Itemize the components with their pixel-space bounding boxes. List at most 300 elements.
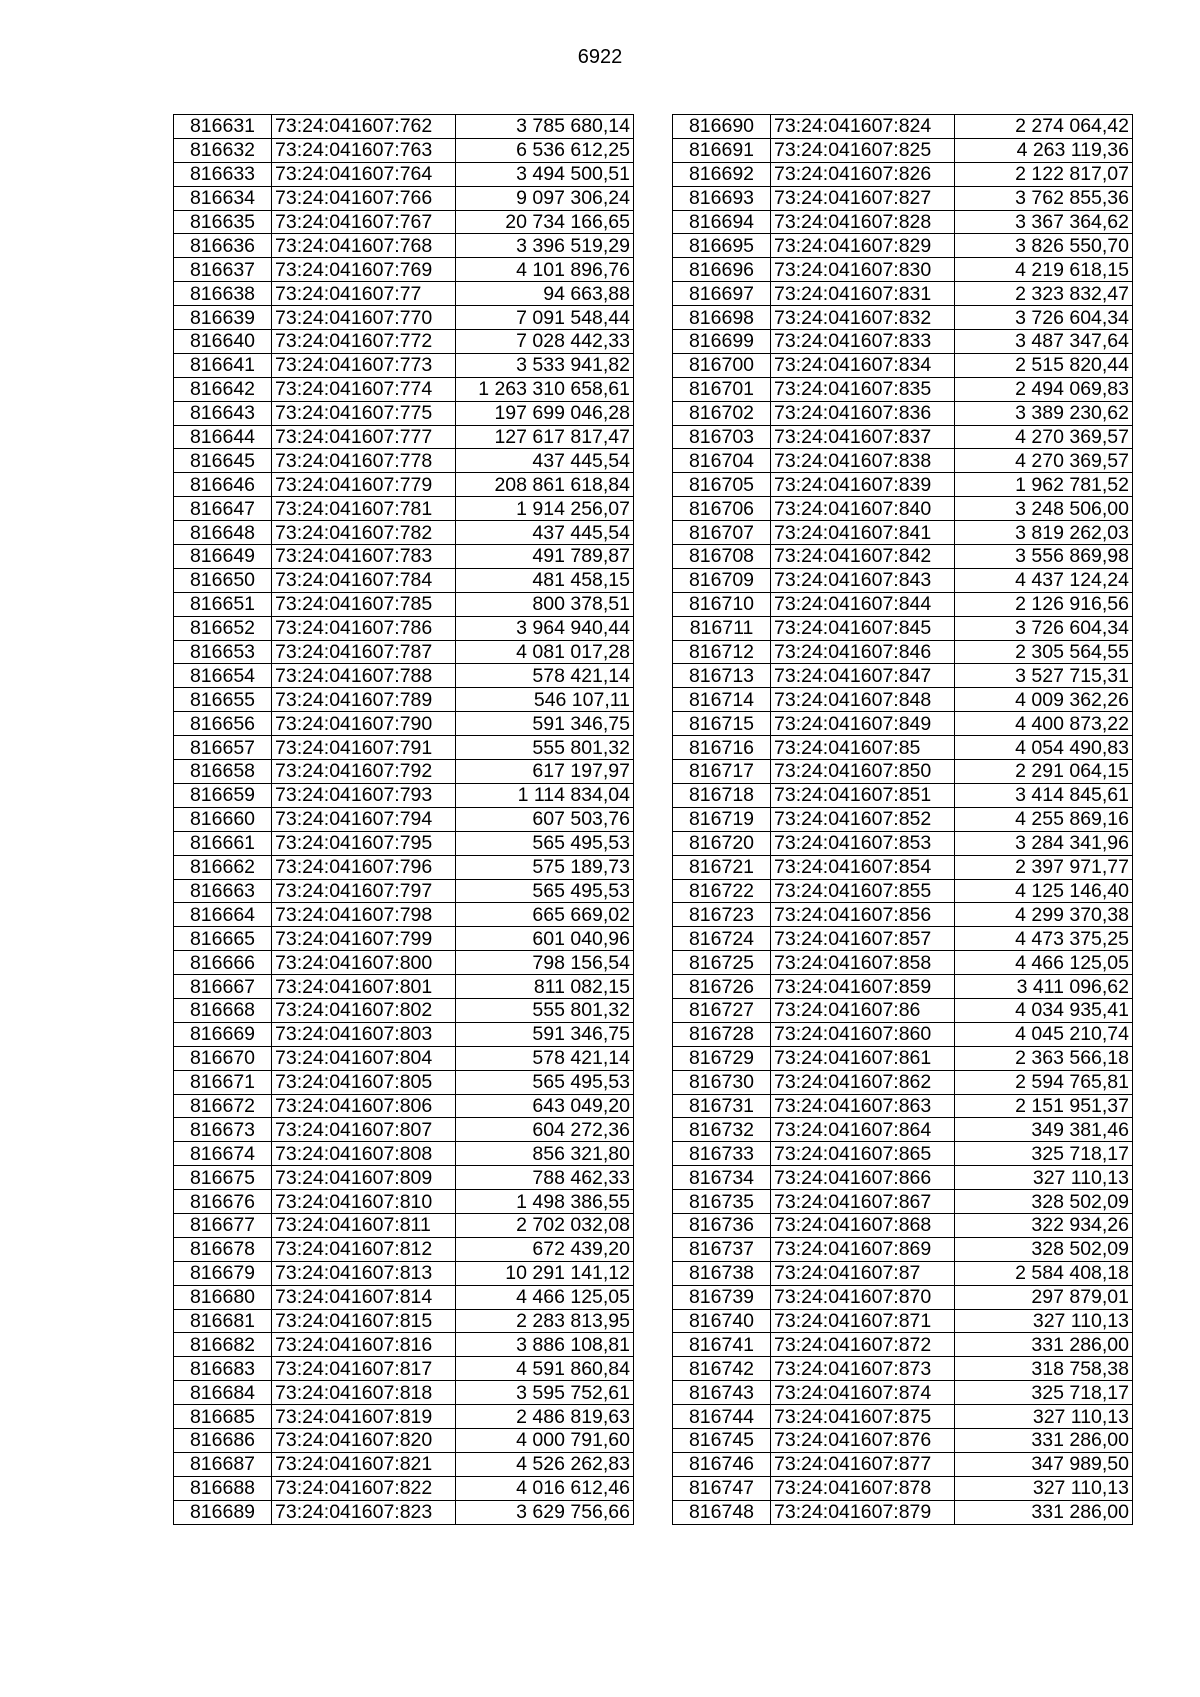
cadastral-number-cell: 73:24:041607:866 (771, 1166, 955, 1190)
cadastral-number-cell: 73:24:041607:774 (272, 377, 456, 401)
cadastral-value-cell: 3 389 230,62 (955, 401, 1133, 425)
cadastral-number-cell: 73:24:041607:794 (272, 807, 456, 831)
cadastral-value-cell: 4 054 490,83 (955, 736, 1133, 760)
cadastral-value-cell: 20 734 166,65 (456, 210, 634, 234)
cadastral-value-cell: 2 363 566,18 (955, 1046, 1133, 1070)
record-number-cell: 816694 (673, 210, 771, 234)
record-number-cell: 816686 (174, 1428, 272, 1452)
record-number-cell: 816699 (673, 330, 771, 354)
cadastral-number-cell: 73:24:041607:764 (272, 162, 456, 186)
record-number-cell: 816667 (174, 975, 272, 999)
record-number-cell: 816649 (174, 545, 272, 569)
cadastral-number-cell: 73:24:041607:790 (272, 712, 456, 736)
cadastral-number-cell: 73:24:041607:815 (272, 1309, 456, 1333)
table-row (174, 1452, 634, 1476)
record-number-cell: 816698 (673, 306, 771, 330)
table-row (174, 162, 634, 186)
table-row (673, 568, 1133, 592)
table-row (174, 1500, 634, 1524)
table-row (673, 186, 1133, 210)
cadastral-value-cell: 4 473 375,25 (955, 927, 1133, 951)
cadastral-value-cell: 4 255 869,16 (955, 807, 1133, 831)
cadastral-value-cell: 2 486 819,63 (456, 1405, 634, 1429)
record-number-cell: 816731 (673, 1094, 771, 1118)
table-row (673, 1357, 1133, 1381)
cadastral-number-cell: 73:24:041607:782 (272, 521, 456, 545)
cadastral-value-cell: 565 495,53 (456, 1070, 634, 1094)
table-row (673, 927, 1133, 951)
cadastral-value-cell: 3 248 506,00 (955, 497, 1133, 521)
cadastral-number-cell: 73:24:041607:848 (771, 688, 955, 712)
cadastral-value-cell: 3 487 347,64 (955, 330, 1133, 354)
cadastral-value-cell: 2 305 564,55 (955, 640, 1133, 664)
cadastral-number-cell: 73:24:041607:773 (272, 353, 456, 377)
table-row (673, 1070, 1133, 1094)
cadastral-value-cell: 322 934,26 (955, 1213, 1133, 1237)
cadastral-number-cell: 73:24:041607:807 (272, 1118, 456, 1142)
table-row (673, 1309, 1133, 1333)
record-number-cell: 816679 (174, 1261, 272, 1285)
cadastral-value-cell: 7 028 442,33 (456, 330, 634, 354)
cadastral-number-cell: 73:24:041607:823 (272, 1500, 456, 1524)
cadastral-number-cell: 73:24:041607:772 (272, 330, 456, 354)
record-number-cell: 816655 (174, 688, 272, 712)
table-row (673, 879, 1133, 903)
cadastral-value-cell: 565 495,53 (456, 879, 634, 903)
table-row (174, 1046, 634, 1070)
table-row (174, 640, 634, 664)
cadastral-value-cell: 3 726 604,34 (955, 306, 1133, 330)
cadastral-number-cell: 73:24:041607:768 (272, 234, 456, 258)
cadastral-value-cell: 4 526 262,83 (456, 1452, 634, 1476)
cadastral-value-cell: 331 286,00 (955, 1428, 1133, 1452)
cadastral-value-cell: 4 591 860,84 (456, 1357, 634, 1381)
record-number-cell: 816710 (673, 592, 771, 616)
record-number-cell: 816644 (174, 425, 272, 449)
cadastral-value-cell: 2 151 951,37 (955, 1094, 1133, 1118)
cadastral-value-cell: 4 466 125,05 (456, 1285, 634, 1309)
record-number-cell: 816672 (174, 1094, 272, 1118)
cadastral-number-cell: 73:24:041607:783 (272, 545, 456, 569)
cadastral-number-cell: 73:24:041607:860 (771, 1022, 955, 1046)
cadastral-number-cell: 73:24:041607:816 (272, 1333, 456, 1357)
record-number-cell: 816668 (174, 998, 272, 1022)
table-row (174, 616, 634, 640)
table-row (673, 1405, 1133, 1429)
table-row (174, 592, 634, 616)
table-row (673, 377, 1133, 401)
cadastral-number-cell: 73:24:041607:787 (272, 640, 456, 664)
record-number-cell: 816683 (174, 1357, 272, 1381)
cadastral-number-cell: 73:24:041607:828 (771, 210, 955, 234)
cadastral-value-cell: 2 494 069,83 (955, 377, 1133, 401)
table-row (673, 353, 1133, 377)
record-number-cell: 816650 (174, 568, 272, 592)
cadastral-number-cell: 73:24:041607:786 (272, 616, 456, 640)
table-row (673, 998, 1133, 1022)
cadastral-value-cell: 327 110,13 (955, 1309, 1133, 1333)
record-number-cell: 816711 (673, 616, 771, 640)
cadastral-value-cell: 3 396 519,29 (456, 234, 634, 258)
table-row (174, 377, 634, 401)
cadastral-number-cell: 73:24:041607:785 (272, 592, 456, 616)
cadastral-number-cell: 73:24:041607:850 (771, 760, 955, 784)
record-number-cell: 816676 (174, 1190, 272, 1214)
table-row (174, 210, 634, 234)
cadastral-value-cell: 3 411 096,62 (955, 975, 1133, 999)
record-number-cell: 816680 (174, 1285, 272, 1309)
table-row (174, 330, 634, 354)
cadastral-number-cell: 73:24:041607:854 (771, 855, 955, 879)
cadastral-value-cell: 811 082,15 (456, 975, 634, 999)
cadastral-number-cell: 73:24:041607:875 (771, 1405, 955, 1429)
record-number-cell: 816631 (174, 115, 272, 139)
table-row (174, 1261, 634, 1285)
cadastral-value-cell: 3 367 364,62 (955, 210, 1133, 234)
cadastral-value-cell: 3 964 940,44 (456, 616, 634, 640)
cadastral-number-cell: 73:24:041607:778 (272, 449, 456, 473)
record-number-cell: 816728 (673, 1022, 771, 1046)
cadastral-number-cell: 73:24:041607:838 (771, 449, 955, 473)
table-row (673, 210, 1133, 234)
record-number-cell: 816738 (673, 1261, 771, 1285)
cadastral-value-cell: 591 346,75 (456, 1022, 634, 1046)
record-number-cell: 816745 (673, 1428, 771, 1452)
cadastral-number-cell: 73:24:041607:799 (272, 927, 456, 951)
table-row (673, 712, 1133, 736)
record-number-cell: 816690 (673, 115, 771, 139)
cadastral-number-cell: 73:24:041607:784 (272, 568, 456, 592)
record-number-cell: 816718 (673, 783, 771, 807)
table-row (673, 234, 1133, 258)
table-row (174, 975, 634, 999)
record-number-cell: 816742 (673, 1357, 771, 1381)
cadastral-value-cell: 2 122 817,07 (955, 162, 1133, 186)
table-row (673, 306, 1133, 330)
record-number-cell: 816674 (174, 1142, 272, 1166)
cadastral-value-cell: 208 861 618,84 (456, 473, 634, 497)
cadastral-value-cell: 3 726 604,34 (955, 616, 1133, 640)
table-row (174, 1142, 634, 1166)
cadastral-value-cell: 3 762 855,36 (955, 186, 1133, 210)
cadastral-number-cell: 73:24:041607:833 (771, 330, 955, 354)
cadastral-value-cell: 578 421,14 (456, 1046, 634, 1070)
table-row (174, 449, 634, 473)
table-row (673, 115, 1133, 139)
record-number-cell: 816719 (673, 807, 771, 831)
table-row (174, 998, 634, 1022)
cadastral-value-cell: 297 879,01 (955, 1285, 1133, 1309)
record-number-cell: 816705 (673, 473, 771, 497)
cadastral-number-cell: 73:24:041607:797 (272, 879, 456, 903)
record-number-cell: 816643 (174, 401, 272, 425)
record-number-cell: 816734 (673, 1166, 771, 1190)
table-row (673, 1046, 1133, 1070)
cadastral-number-cell: 73:24:041607:813 (272, 1261, 456, 1285)
cadastral-number-cell: 73:24:041607:804 (272, 1046, 456, 1070)
record-number-cell: 816743 (673, 1381, 771, 1405)
table-row (174, 903, 634, 927)
record-number-cell: 816666 (174, 951, 272, 975)
cadastral-number-cell: 73:24:041607:867 (771, 1190, 955, 1214)
cadastral-value-cell: 3 826 550,70 (955, 234, 1133, 258)
table-row (673, 664, 1133, 688)
table-row (174, 1190, 634, 1214)
record-number-cell: 816716 (673, 736, 771, 760)
cadastral-number-cell: 73:24:041607:781 (272, 497, 456, 521)
cadastral-number-cell: 73:24:041607:842 (771, 545, 955, 569)
table-row (174, 234, 634, 258)
record-number-cell: 816692 (673, 162, 771, 186)
cadastral-value-cell: 4 045 210,74 (955, 1022, 1133, 1046)
cadastral-value-cell: 856 321,80 (456, 1142, 634, 1166)
cadastral-number-cell: 73:24:041607:817 (272, 1357, 456, 1381)
table-row (174, 1333, 634, 1357)
table-row (174, 1166, 634, 1190)
cadastral-value-cell: 4 270 369,57 (955, 425, 1133, 449)
cadastral-number-cell: 73:24:041607:792 (272, 760, 456, 784)
table-body (673, 115, 1133, 1525)
table-row (174, 115, 634, 139)
cadastral-value-cell: 546 107,11 (456, 688, 634, 712)
cadastral-value-cell: 4 000 791,60 (456, 1428, 634, 1452)
record-number-cell: 816652 (174, 616, 272, 640)
table-row (174, 1070, 634, 1094)
record-number-cell: 816635 (174, 210, 272, 234)
cadastral-value-cell: 3 595 752,61 (456, 1381, 634, 1405)
record-number-cell: 816682 (174, 1333, 272, 1357)
table-body (174, 115, 634, 1525)
cadastral-number-cell: 73:24:041607:840 (771, 497, 955, 521)
cadastral-number-cell: 73:24:041607:793 (272, 783, 456, 807)
cadastral-number-cell: 73:24:041607:849 (771, 712, 955, 736)
cadastral-value-cell: 9 097 306,24 (456, 186, 634, 210)
cadastral-number-cell: 73:24:041607:859 (771, 975, 955, 999)
cadastral-number-cell: 73:24:041607:857 (771, 927, 955, 951)
table-row (673, 1022, 1133, 1046)
cadastral-value-cell: 6 536 612,25 (456, 138, 634, 162)
table-row (673, 783, 1133, 807)
cadastral-value-cell: 3 819 262,03 (955, 521, 1133, 545)
table-row (174, 951, 634, 975)
cadastral-value-cell: 10 291 141,12 (456, 1261, 634, 1285)
table-row (174, 1094, 634, 1118)
cadastral-number-cell: 73:24:041607:827 (771, 186, 955, 210)
record-number-cell: 816732 (673, 1118, 771, 1142)
table-row (174, 1357, 634, 1381)
cadastral-number-cell: 73:24:041607:762 (272, 115, 456, 139)
cadastral-value-cell: 665 669,02 (456, 903, 634, 927)
cadastral-value-cell: 3 527 715,31 (955, 664, 1133, 688)
table-row (174, 1118, 634, 1142)
cadastral-number-cell: 73:24:041607:801 (272, 975, 456, 999)
cadastral-value-cell: 3 629 756,66 (456, 1500, 634, 1524)
table-row (673, 975, 1133, 999)
cadastral-number-cell: 73:24:041607:825 (771, 138, 955, 162)
record-number-cell: 816675 (174, 1166, 272, 1190)
record-number-cell: 816721 (673, 855, 771, 879)
cadastral-number-cell: 73:24:041607:766 (272, 186, 456, 210)
cadastral-number-cell: 73:24:041607:864 (771, 1118, 955, 1142)
cadastral-number-cell: 73:24:041607:814 (272, 1285, 456, 1309)
record-number-cell: 816702 (673, 401, 771, 425)
cadastral-value-cell: 4 299 370,38 (955, 903, 1133, 927)
record-number-cell: 816748 (673, 1500, 771, 1524)
record-number-cell: 816689 (174, 1500, 272, 1524)
record-number-cell: 816747 (673, 1476, 771, 1500)
table-row (174, 1476, 634, 1500)
cadastral-number-cell: 73:24:041607:87 (771, 1261, 955, 1285)
cadastral-number-cell: 73:24:041607:77 (272, 282, 456, 306)
cadastral-value-cell: 4 219 618,15 (955, 258, 1133, 282)
cadastral-value-cell: 565 495,53 (456, 831, 634, 855)
record-number-cell: 816708 (673, 545, 771, 569)
record-number-cell: 816720 (673, 831, 771, 855)
table-row (174, 712, 634, 736)
table-row (673, 831, 1133, 855)
table-row (174, 545, 634, 569)
record-number-cell: 816653 (174, 640, 272, 664)
cadastral-value-cell: 2 584 408,18 (955, 1261, 1133, 1285)
cadastral-number-cell: 73:24:041607:839 (771, 473, 955, 497)
table-row (174, 1237, 634, 1261)
cadastral-value-cell: 3 533 941,82 (456, 353, 634, 377)
cadastral-value-cell: 672 439,20 (456, 1237, 634, 1261)
cadastral-value-cell: 325 718,17 (955, 1142, 1133, 1166)
cadastral-value-cell: 4 263 119,36 (955, 138, 1133, 162)
cadastral-value-cell: 4 125 146,40 (955, 879, 1133, 903)
cadastral-number-cell: 73:24:041607:863 (771, 1094, 955, 1118)
record-number-cell: 816662 (174, 855, 272, 879)
cadastral-number-cell: 73:24:041607:818 (272, 1381, 456, 1405)
table-row (174, 425, 634, 449)
cadastral-value-cell: 3 886 108,81 (456, 1333, 634, 1357)
record-number-cell: 816724 (673, 927, 771, 951)
cadastral-value-cell: 481 458,15 (456, 568, 634, 592)
cadastral-value-cell: 4 466 125,05 (955, 951, 1133, 975)
cadastral-value-cell: 798 156,54 (456, 951, 634, 975)
cadastral-number-cell: 73:24:041607:834 (771, 353, 955, 377)
cadastral-table-left (173, 114, 634, 1525)
cadastral-number-cell: 73:24:041607:85 (771, 736, 955, 760)
table-row (673, 449, 1133, 473)
cadastral-value-cell: 4 034 935,41 (955, 998, 1133, 1022)
record-number-cell: 816725 (673, 951, 771, 975)
record-number-cell: 816642 (174, 377, 272, 401)
record-number-cell: 816659 (174, 783, 272, 807)
cadastral-number-cell: 73:24:041607:870 (771, 1285, 955, 1309)
cadastral-value-cell: 325 718,17 (955, 1381, 1133, 1405)
cadastral-number-cell: 73:24:041607:861 (771, 1046, 955, 1070)
cadastral-value-cell: 327 110,13 (955, 1476, 1133, 1500)
record-number-cell: 816656 (174, 712, 272, 736)
table-row (174, 497, 634, 521)
cadastral-number-cell: 73:24:041607:835 (771, 377, 955, 401)
record-number-cell: 816715 (673, 712, 771, 736)
record-number-cell: 816741 (673, 1333, 771, 1357)
table-row (174, 1381, 634, 1405)
table-row (673, 1261, 1133, 1285)
table-row (673, 258, 1133, 282)
cadastral-number-cell: 73:24:041607:856 (771, 903, 955, 927)
table-row (174, 473, 634, 497)
cadastral-value-cell: 555 801,32 (456, 998, 634, 1022)
cadastral-number-cell: 73:24:041607:770 (272, 306, 456, 330)
cadastral-number-cell: 73:24:041607:853 (771, 831, 955, 855)
cadastral-value-cell: 555 801,32 (456, 736, 634, 760)
record-number-cell: 816713 (673, 664, 771, 688)
table-row (673, 1476, 1133, 1500)
record-number-cell: 816707 (673, 521, 771, 545)
record-number-cell: 816746 (673, 1452, 771, 1476)
record-number-cell: 816638 (174, 282, 272, 306)
record-number-cell: 816648 (174, 521, 272, 545)
cadastral-number-cell: 73:24:041607:86 (771, 998, 955, 1022)
table-row (174, 521, 634, 545)
table-row (673, 1166, 1133, 1190)
cadastral-number-cell: 73:24:041607:878 (771, 1476, 955, 1500)
cadastral-number-cell: 73:24:041607:869 (771, 1237, 955, 1261)
cadastral-value-cell: 607 503,76 (456, 807, 634, 831)
page-number: 6922 (577, 46, 623, 68)
table-row (673, 1094, 1133, 1118)
record-number-cell: 816704 (673, 449, 771, 473)
table-row (673, 1500, 1133, 1524)
cadastral-number-cell: 73:24:041607:808 (272, 1142, 456, 1166)
cadastral-number-cell: 73:24:041607:788 (272, 664, 456, 688)
table-row (174, 186, 634, 210)
table-row (673, 1452, 1133, 1476)
cadastral-number-cell: 73:24:041607:767 (272, 210, 456, 234)
cadastral-table-right (672, 114, 1133, 1525)
cadastral-number-cell: 73:24:041607:832 (771, 306, 955, 330)
cadastral-number-cell: 73:24:041607:789 (272, 688, 456, 712)
cadastral-value-cell: 4 009 362,26 (955, 688, 1133, 712)
table-row (673, 807, 1133, 831)
table-row (673, 1333, 1133, 1357)
record-number-cell: 816739 (673, 1285, 771, 1309)
table-row (673, 640, 1133, 664)
table-row (673, 1118, 1133, 1142)
record-number-cell: 816632 (174, 138, 272, 162)
record-number-cell: 816744 (673, 1405, 771, 1429)
cadastral-value-cell: 2 594 765,81 (955, 1070, 1133, 1094)
record-number-cell: 816714 (673, 688, 771, 712)
cadastral-number-cell: 73:24:041607:845 (771, 616, 955, 640)
record-number-cell: 816695 (673, 234, 771, 258)
table-row (673, 1213, 1133, 1237)
table-row (174, 258, 634, 282)
record-number-cell: 816693 (673, 186, 771, 210)
cadastral-number-cell: 73:24:041607:868 (771, 1213, 955, 1237)
cadastral-value-cell: 7 091 548,44 (456, 306, 634, 330)
cadastral-value-cell: 2 515 820,44 (955, 353, 1133, 377)
cadastral-number-cell: 73:24:041607:831 (771, 282, 955, 306)
record-number-cell: 816696 (673, 258, 771, 282)
cadastral-number-cell: 73:24:041607:812 (272, 1237, 456, 1261)
record-number-cell: 816688 (174, 1476, 272, 1500)
table-row (174, 688, 634, 712)
cadastral-number-cell: 73:24:041607:858 (771, 951, 955, 975)
cadastral-value-cell: 349 381,46 (955, 1118, 1133, 1142)
cadastral-number-cell: 73:24:041607:800 (272, 951, 456, 975)
table-row (673, 473, 1133, 497)
table-row (174, 401, 634, 425)
cadastral-number-cell: 73:24:041607:820 (272, 1428, 456, 1452)
table-row (673, 330, 1133, 354)
record-number-cell: 816634 (174, 186, 272, 210)
cadastral-number-cell: 73:24:041607:821 (272, 1452, 456, 1476)
